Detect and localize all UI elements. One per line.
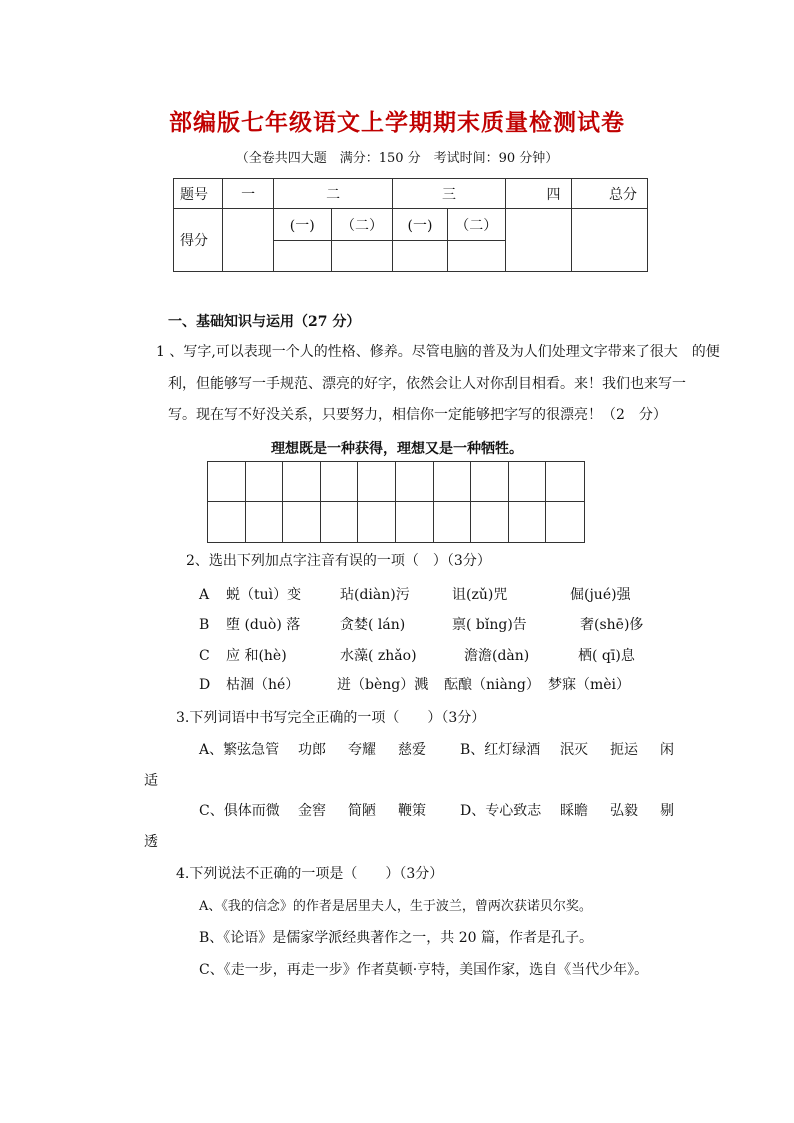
grid-cell — [509, 462, 547, 502]
q2-stem: 2、选出下列加点字注音有误的一项（ ）（3分） — [186, 553, 491, 569]
q3-d-2: 睬瞻 — [560, 803, 588, 819]
header-3: 三 — [393, 179, 505, 209]
q2-b-2: 贪婪( lán) — [340, 617, 406, 633]
grid-cell — [358, 502, 396, 542]
q2-a-2: 玷(diàn)污 — [340, 587, 410, 603]
q2-b-3: 禀( bǐng)告 — [452, 617, 527, 633]
q3-d-4-wrap: 透 — [144, 834, 158, 850]
q2-c-4: 栖( qī)息 — [578, 648, 635, 664]
grid-cell — [283, 462, 321, 502]
sub-2a: (一) — [273, 209, 331, 241]
q3-d-4: 剔 — [660, 803, 674, 819]
grid-cell — [208, 502, 246, 542]
grid-cell — [283, 502, 321, 542]
grid-cell — [509, 502, 547, 542]
q3-c-4: 鞭策 — [398, 803, 426, 819]
grid-cell — [546, 462, 584, 502]
score-cell-3b[interactable] — [447, 241, 505, 272]
q3-b-4: 闲 — [660, 742, 674, 758]
q3-b-4-wrap: 适 — [144, 773, 158, 789]
grid-cell — [546, 502, 584, 542]
q3-a-4: 慈爱 — [398, 742, 426, 758]
writing-grid[interactable] — [207, 461, 585, 543]
q2-c-letter: C — [199, 648, 210, 664]
score-label: 得分 — [174, 209, 223, 272]
q2-a-3: 诅(zǔ)咒 — [452, 587, 508, 603]
q1-motto: 理想既是一种获得，理想又是一种牺牲。 — [271, 441, 523, 457]
header-1: 一 — [223, 179, 273, 209]
header-4: 四 — [505, 179, 571, 209]
sub-3b: （二） — [447, 209, 505, 241]
q4-a: A、《我的信念》的作者是居里夫人，生于波兰，曾两次获诺贝尔奖。 — [199, 899, 592, 914]
header-number: 题号 — [174, 179, 223, 209]
q2-d-1: 枯涸（hé） — [226, 677, 300, 693]
grid-cell — [246, 462, 284, 502]
q2-d-3: 酝酿（niàng） — [444, 677, 540, 693]
q2-a-4: 倔(jué)强 — [570, 587, 631, 603]
q2-b-4: 奢(shē)侈 — [580, 617, 644, 633]
exam-info: （全卷共四大题 满分：150 分 考试时间：90 分钟） — [235, 151, 559, 166]
score-cell-2b[interactable] — [331, 241, 393, 272]
q1-line2: 利，但能够写一手规范、漂亮的好字，依然会让人对你刮目相看。来！我们也来写一 — [168, 376, 686, 392]
grid-cell — [471, 462, 509, 502]
grid-cell — [321, 502, 359, 542]
score-cell-total[interactable] — [571, 209, 647, 272]
q2-c-3: 澹澹(dàn) — [464, 648, 530, 664]
section-1-heading: 一、基础知识与运用（27 分） — [168, 314, 361, 330]
q1-line1: 1 、写字,可以表现一个人的性格、修养。尽管电脑的普及为人们处理文字带来了很大 的便 — [156, 344, 720, 360]
grid-cell — [434, 502, 472, 542]
q4-stem: 4.下列说法不正确的一项是（ ）（3分） — [176, 866, 444, 882]
q2-b-1: 堕 (duò) 落 — [226, 617, 301, 633]
grid-cell — [396, 502, 434, 542]
q3-b-3: 扼运 — [610, 742, 638, 758]
q2-b-letter: B — [199, 617, 210, 633]
grid-cell — [208, 462, 246, 502]
q4-c: C、《走一步，再走一步》作者莫顿·亨特，美国作家，选自《当代少年》。 — [199, 962, 649, 978]
grid-cell — [434, 462, 472, 502]
q2-a-1: 蜕（tuì）变 — [226, 587, 302, 603]
q1-line3: 写。现在写不好没关系，只要努力，相信你一定能够把字写的很漂亮！（2 分） — [168, 407, 667, 423]
sub-2b: （二） — [331, 209, 393, 241]
q3-c: C、俱体而微 — [199, 803, 280, 819]
grid-cell — [246, 502, 284, 542]
header-2: 二 — [273, 179, 393, 209]
grid-cell — [358, 462, 396, 502]
q3-d-3: 弘毅 — [610, 803, 638, 819]
score-cell-1[interactable] — [223, 209, 273, 272]
q4-b: B、《论语》是儒家学派经典著作之一，共 20 篇，作者是孔子。 — [199, 930, 594, 946]
grid-cell — [321, 462, 359, 502]
score-table — [173, 178, 648, 272]
grid-cell — [396, 462, 434, 502]
q3-d: D、专心致志 — [460, 803, 542, 819]
page-title: 部编版七年级语文上学期期末质量检测试卷 — [169, 109, 625, 136]
score-cell-4[interactable] — [505, 209, 571, 272]
grid-cell — [471, 502, 509, 542]
q2-d-4: 梦寐（mèi） — [548, 677, 631, 693]
q2-c-1: 应 和(hè) — [226, 648, 287, 664]
q2-d-2: 迸（bèng）溅 — [337, 677, 429, 693]
q3-c-3: 简陋 — [348, 803, 376, 819]
q3-a-3: 夸耀 — [348, 742, 376, 758]
q2-d-letter: D — [199, 677, 211, 693]
score-cell-3a[interactable] — [393, 241, 447, 272]
q3-a-2: 功郎 — [298, 742, 326, 758]
sub-3a: (一) — [393, 209, 447, 241]
q3-b-2: 泯灭 — [560, 742, 588, 758]
q2-c-2: 水藻( zhǎo) — [340, 648, 417, 664]
q3-a: A、繁弦急管 — [199, 742, 280, 758]
score-cell-2a[interactable] — [273, 241, 331, 272]
q3-b: B、红灯绿酒 — [460, 742, 541, 758]
q3-c-2: 金窖 — [298, 803, 326, 819]
q3-stem: 3.下列词语中书写完全正确的一项（ ）（3分） — [176, 710, 486, 726]
q2-a-letter: A — [199, 587, 210, 603]
header-total: 总分 — [571, 179, 647, 209]
